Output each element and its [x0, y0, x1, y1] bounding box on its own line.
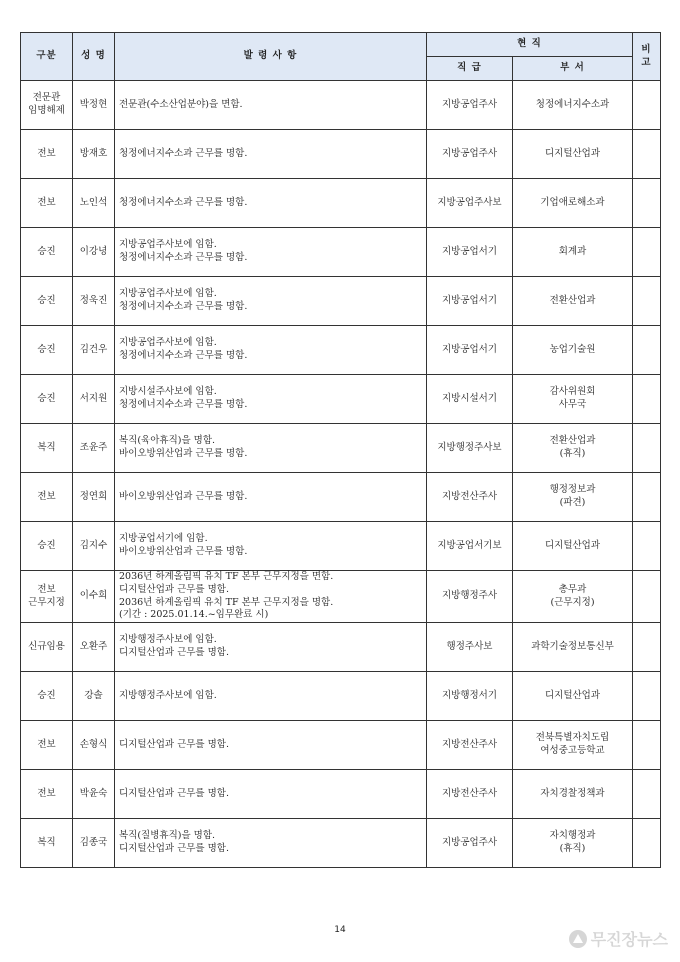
cell-department	[513, 130, 633, 179]
cell-name: 노인석	[73, 179, 115, 228]
category-line: 근무지정	[28, 596, 65, 608]
table-row	[21, 326, 661, 375]
cell-note	[633, 819, 661, 868]
cell-category	[21, 326, 73, 375]
table-row	[21, 819, 661, 868]
department-line: 디지털산업과	[544, 539, 601, 551]
cell-order	[115, 571, 427, 623]
cell-order	[115, 819, 427, 868]
cell-order	[115, 179, 427, 228]
cell-department	[513, 424, 633, 473]
cell-rank: 지방전산주사	[427, 473, 513, 522]
category-line: 승진	[37, 392, 56, 404]
department-line: 디지털산업과	[544, 147, 601, 159]
order-line: 2036년 하계올림픽 유치 TF 본부 근무지정을 명함.	[119, 596, 334, 608]
order-line: 바이오방위산업과 근무를 명함.	[119, 448, 248, 459]
category-line: 전보	[37, 787, 56, 799]
cell-department	[513, 326, 633, 375]
cell-department	[513, 228, 633, 277]
cell-name: 이수희	[73, 571, 115, 623]
category-line: 승진	[37, 343, 56, 355]
cell-department	[513, 522, 633, 571]
cell-note	[633, 672, 661, 721]
cell-rank: 지방공업서기보	[427, 522, 513, 571]
cell-category	[21, 424, 73, 473]
table-body	[21, 81, 661, 868]
department-line: 농업기술원	[549, 343, 596, 355]
cell-rank: 지방전산주사	[427, 770, 513, 819]
cell-department	[513, 672, 633, 721]
mountain-logo-icon	[569, 930, 587, 948]
cell-rank: 지방행정주사보	[427, 424, 513, 473]
cell-note	[633, 522, 661, 571]
cell-name: 박윤숙	[73, 770, 115, 819]
cell-name: 이강녕	[73, 228, 115, 277]
department-line: 회계과	[558, 245, 587, 257]
cell-note	[633, 326, 661, 375]
cell-category	[21, 130, 73, 179]
category-line: 신규임용	[28, 640, 65, 652]
order-line: 복직(육아휴직)을 명함.	[119, 435, 216, 447]
order-line: 지방공업주사보에 임함.	[119, 239, 217, 251]
cell-note	[633, 623, 661, 672]
department-line: 디지털산업과	[544, 689, 601, 701]
order-line: 지방시설주사보에 임함.	[119, 386, 217, 398]
cell-department	[513, 819, 633, 868]
cell-order	[115, 326, 427, 375]
category-line: 전문관	[32, 92, 61, 104]
cell-rank: 지방공업서기	[427, 228, 513, 277]
table-row	[21, 473, 661, 522]
cell-department	[513, 770, 633, 819]
category-line: 복직	[37, 441, 56, 453]
cell-category	[21, 277, 73, 326]
order-line: 바이오방위산업과 근무를 명함.	[119, 490, 248, 502]
category-line: 임명해제	[28, 105, 65, 116]
order-line: 지방공업서기에 임함.	[119, 533, 208, 545]
table-row	[21, 277, 661, 326]
table-row	[21, 623, 661, 672]
department-line: 총무과	[558, 583, 587, 595]
cell-rank: 지방공업서기	[427, 326, 513, 375]
cell-category	[21, 179, 73, 228]
cell-department	[513, 375, 633, 424]
cell-name: 김종국	[73, 819, 115, 868]
cell-name: 정연희	[73, 473, 115, 522]
category-line: 승진	[37, 294, 56, 306]
cell-note	[633, 277, 661, 326]
header-name: 성 명	[73, 33, 115, 81]
cell-note	[633, 473, 661, 522]
cell-department	[513, 623, 633, 672]
cell-name: 김건우	[73, 326, 115, 375]
order-line: 청정에너지수소과 근무를 명함.	[119, 252, 248, 263]
order-line: 디지털산업과 근무를 명함.	[119, 738, 230, 750]
cell-order	[115, 473, 427, 522]
table-row	[21, 721, 661, 770]
order-line: 지방행정주사보에 임함.	[119, 634, 217, 646]
cell-order	[115, 770, 427, 819]
cell-note	[633, 375, 661, 424]
cell-department	[513, 721, 633, 770]
watermark	[569, 927, 668, 950]
cell-name: 방재호	[73, 130, 115, 179]
table-row	[21, 770, 661, 819]
cell-order	[115, 424, 427, 473]
order-line: 지방공업주사보에 임함.	[119, 288, 217, 300]
order-line: (기간 : 2025.01.14.~임무완료 시)	[119, 609, 269, 621]
cell-note	[633, 721, 661, 770]
cell-department	[513, 473, 633, 522]
cell-order	[115, 375, 427, 424]
department-line: 행정정보과	[549, 484, 596, 496]
cell-name: 손형식	[73, 721, 115, 770]
cell-rank: 지방전산주사	[427, 721, 513, 770]
category-line: 전보	[37, 196, 56, 208]
order-line: 청정에너지수소과 근무를 명함.	[119, 147, 248, 159]
header-note: 비고	[633, 33, 661, 81]
cell-rank: 지방공업주사	[427, 81, 513, 130]
order-line: 청정에너지수소과 근무를 명함.	[119, 301, 248, 312]
category-line: 전보	[37, 738, 56, 750]
cell-note	[633, 130, 661, 179]
order-line: 2036년 하계올림픽 유치 TF 본부 근무지정을 면함.	[119, 571, 334, 582]
department-line: (파견)	[559, 497, 586, 508]
department-line: 기업애로해소과	[540, 196, 605, 208]
cell-note	[633, 81, 661, 130]
order-line: 디지털산업과 근무를 명함.	[119, 583, 230, 595]
header-current-position: 현 직	[427, 33, 633, 57]
cell-category	[21, 522, 73, 571]
order-line: 청정에너지수소과 근무를 명함.	[119, 196, 248, 208]
cell-name: 강솔	[73, 672, 115, 721]
category-line: 승진	[37, 689, 56, 701]
department-line: 전환산업과	[549, 294, 596, 306]
header-order: 발 령 사 항	[115, 33, 427, 81]
department-line: 여성중고등학교	[540, 745, 605, 757]
department-line: 전북특별자치도립	[535, 732, 610, 744]
cell-order	[115, 130, 427, 179]
cell-note	[633, 424, 661, 473]
department-line: 사무국	[558, 399, 587, 410]
order-line: 청정에너지수소과 근무를 명함.	[119, 399, 248, 410]
cell-rank: 행정주사보	[427, 623, 513, 672]
table-row	[21, 228, 661, 277]
table-row	[21, 522, 661, 571]
category-line: 승진	[37, 245, 56, 257]
cell-note	[633, 228, 661, 277]
cell-rank: 지방공업서기	[427, 277, 513, 326]
cell-category	[21, 721, 73, 770]
category-line: 전보	[37, 583, 56, 595]
cell-name: 서지원	[73, 375, 115, 424]
cell-order	[115, 522, 427, 571]
order-line: 디지털산업과 근무를 명함.	[119, 647, 230, 659]
cell-order	[115, 623, 427, 672]
personnel-order-table	[20, 32, 661, 868]
department-line: (휴직)	[559, 843, 586, 855]
cell-category	[21, 623, 73, 672]
cell-category	[21, 473, 73, 522]
cell-category	[21, 770, 73, 819]
cell-note	[633, 179, 661, 228]
table-row	[21, 424, 661, 473]
table-row	[21, 81, 661, 130]
cell-department	[513, 277, 633, 326]
cell-department	[513, 571, 633, 623]
cell-rank: 지방시설서기	[427, 375, 513, 424]
table-row	[21, 375, 661, 424]
cell-department	[513, 81, 633, 130]
cell-order	[115, 228, 427, 277]
cell-order	[115, 672, 427, 721]
order-line: 청정에너지수소과 근무를 명함.	[119, 350, 248, 361]
cell-note	[633, 770, 661, 819]
department-line: 자치행정과	[549, 830, 596, 842]
category-line: 복직	[37, 836, 56, 848]
header-category: 구분	[21, 33, 73, 81]
department-line: 청정에너지수소과	[535, 98, 610, 110]
department-line: (휴직)	[559, 448, 586, 459]
cell-note	[633, 571, 661, 623]
table-row	[21, 130, 661, 179]
cell-category	[21, 228, 73, 277]
table-row	[21, 672, 661, 721]
table-row	[21, 571, 661, 623]
category-line: 승진	[37, 539, 56, 551]
table-row	[21, 179, 661, 228]
department-line: 전환산업과	[549, 435, 596, 447]
department-line: 과학기술정보통신부	[531, 640, 614, 652]
page-number: 14	[334, 925, 346, 935]
order-line: 복직(질병휴직)을 명함.	[119, 830, 216, 842]
department-line: 감사위원회	[549, 386, 596, 398]
department-line: 자치경찰정책과	[540, 787, 605, 799]
order-line: 바이오방위산업과 근무를 명함.	[119, 546, 248, 557]
cell-order	[115, 277, 427, 326]
cell-department	[513, 179, 633, 228]
cell-category	[21, 81, 73, 130]
cell-category	[21, 571, 73, 623]
cell-name: 정욱진	[73, 277, 115, 326]
order-line: 지방행정주사보에 임함.	[119, 689, 217, 701]
header-rank: 직 급	[427, 57, 513, 81]
cell-name: 박정현	[73, 81, 115, 130]
cell-category	[21, 375, 73, 424]
cell-name: 김지수	[73, 522, 115, 571]
cell-rank: 지방행정서기	[427, 672, 513, 721]
order-line: 디지털산업과 근무를 명함.	[119, 843, 230, 855]
cell-rank: 지방행정주사	[427, 571, 513, 623]
department-line: (근무지정)	[550, 596, 595, 608]
cell-rank: 지방공업주사	[427, 130, 513, 179]
cell-order	[115, 721, 427, 770]
header-department: 부 서	[513, 57, 633, 81]
cell-rank: 지방공업주사보	[427, 179, 513, 228]
order-line: 지방공업주사보에 임함.	[119, 337, 217, 349]
order-line: 전문관(수소산업분야)을 면함.	[119, 98, 243, 110]
cell-order	[115, 81, 427, 130]
watermark-text: 무진장뉴스	[590, 930, 668, 949]
cell-rank: 지방공업주사	[427, 819, 513, 868]
cell-name: 오환주	[73, 623, 115, 672]
category-line: 전보	[37, 147, 56, 159]
cell-name: 조윤주	[73, 424, 115, 473]
category-line: 전보	[37, 490, 56, 502]
cell-category	[21, 672, 73, 721]
order-line: 디지털산업과 근무를 명함.	[119, 787, 230, 799]
cell-category	[21, 819, 73, 868]
